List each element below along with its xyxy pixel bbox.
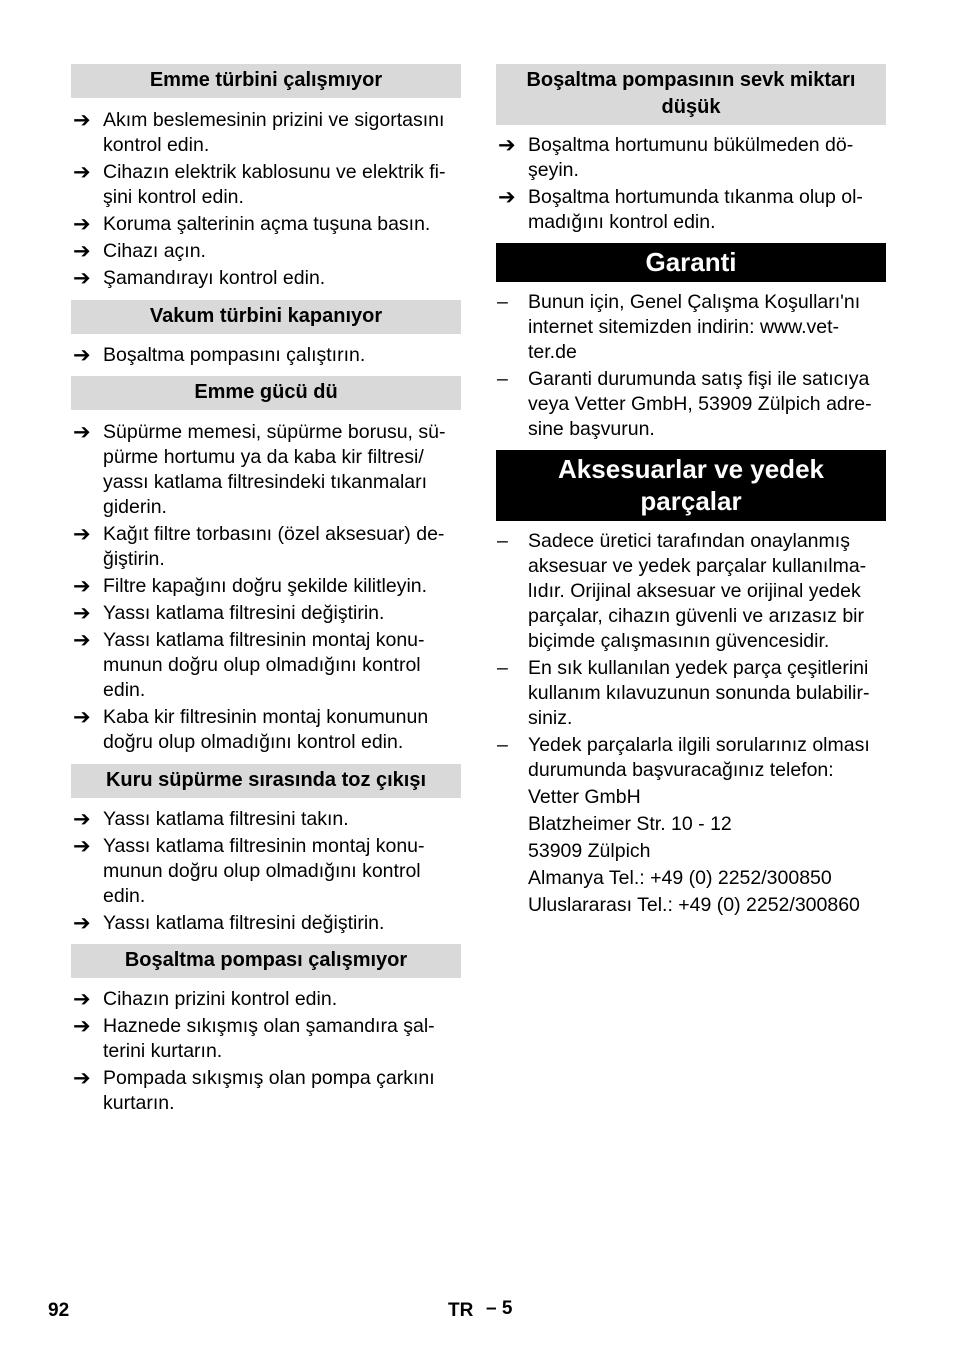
list-item: ➔ Filtre kapağını doğru şekilde kilitleyin. [73, 575, 428, 598]
arrow-icon: ➔ [73, 213, 91, 236]
instruction-list [71, 807, 461, 936]
dash-icon: – [497, 734, 508, 756]
list-item: – En sık kullanılan yedek parça çeşitlerini kullanım kılavuzunun sonunda bulabilir-siniz. [497, 657, 870, 729]
list-item: – Yedek parçalarla ilgili sorularınız olması durumunda başvuracağınız telefon: [497, 734, 870, 781]
arrow-icon: ➔ [73, 1067, 91, 1090]
arrow-icon: ➔ [73, 629, 91, 652]
address-line: Uluslararası Tel.: +49 (0) 2252/300860 [528, 894, 860, 916]
list-item: – Sadece üretici tarafından onaylanmış aksesuar ve yedek parçalar kullanılma-lıdır. Orijinal aksesuar ve orijinal yedek parçalar, cihazın güvenli ve arızasız bir biçimde çalışmasının güvencesidir. [497, 530, 867, 652]
section-heading: Emme gücü dü [71, 376, 461, 410]
list-item: ➔ Şamandırayı kontrol edin. [73, 267, 326, 290]
section-page-number: – 5 [486, 1298, 513, 1319]
arrow-icon: ➔ [73, 523, 91, 546]
list-item: ➔ Boşaltma hortumunu bükülmeden dö-şeyin. [498, 134, 854, 181]
arrow-icon: ➔ [73, 575, 91, 598]
address-line: Almanya Tel.: +49 (0) 2252/300850 [528, 867, 832, 889]
dash-icon: – [497, 368, 508, 390]
address-line: Vetter GmbH [528, 786, 641, 808]
arrow-icon: ➔ [73, 161, 91, 184]
arrow-icon: ➔ [498, 134, 516, 157]
arrow-icon: ➔ [73, 240, 91, 263]
arrow-icon: ➔ [73, 267, 91, 290]
list-item: ➔ Cihazın prizini kontrol edin. [73, 988, 338, 1011]
contact-address [496, 785, 886, 918]
arrow-icon: ➔ [73, 912, 91, 935]
instruction-list [71, 987, 461, 1116]
arrow-icon: ➔ [73, 1015, 91, 1038]
address-line: Blatzheimer Str. 10 - 12 [528, 813, 732, 835]
list-item: – Bunun için, Genel Çalışma Koşulları'nı internet sitemizden indirin: www.vet-ter.de [497, 291, 861, 363]
arrow-icon: ➔ [73, 808, 91, 831]
instruction-list [71, 108, 461, 291]
instruction-list [71, 420, 461, 755]
section-heading: Boşaltma pompasının sevk miktarı düşük [496, 64, 886, 125]
section-heading: Kuru süpürme sırasında toz çıkışı [71, 764, 461, 798]
list-item: ➔ Haznede sıkışmış olan şamandıra şal-terini kurtarın. [73, 1015, 435, 1062]
page-number: 92 [48, 1300, 70, 1321]
language-code: TR [448, 1300, 474, 1321]
list-item: ➔ Akım beslemesinin prizini ve sigortasını kontrol edin. [73, 109, 445, 156]
instruction-list [71, 343, 461, 368]
list-item: ➔ Süpürme memesi, süpürme borusu, sü-pürme hortumu ya da kaba kir filtresi/ yassı katlama filtresindeki tıkanmaları giderin. [73, 421, 446, 518]
list-item: ➔ Yassı katlama filtresini değiştirin. [73, 912, 385, 935]
section-heading: Vakum türbini kapanıyor [71, 300, 461, 334]
section-heading: Boşaltma pompası çalışmıyor [71, 944, 461, 978]
arrow-icon: ➔ [73, 109, 91, 132]
list-item: ➔ Yassı katlama filtresini değiştirin. [73, 602, 385, 625]
arrow-icon: ➔ [73, 706, 91, 729]
list-item: ➔ Boşaltma pompasını çalıştırın. [73, 344, 366, 367]
arrow-icon: ➔ [73, 421, 91, 444]
arrow-icon: ➔ [73, 988, 91, 1011]
arrow-icon: ➔ [73, 344, 91, 367]
left-column [71, 64, 461, 1116]
arrow-icon: ➔ [73, 602, 91, 625]
dash-list [496, 290, 886, 442]
dash-icon: – [497, 657, 508, 679]
list-item: ➔ Kağıt filtre torbasını (özel aksesuar) de-ğiştirin. [73, 523, 445, 570]
list-item: ➔ Yassı katlama filtresinin montaj konu-munun doğru olup olmadığını kontrol edin. [73, 835, 425, 907]
list-item: ➔ Cihazı açın. [73, 240, 206, 263]
address-line: 53909 Zülpich [528, 840, 651, 862]
list-item: – Garanti durumunda satış fişi ile satıcıya veya Vetter GmbH, 53909 Zülpich adre-sine başvurun. [497, 368, 872, 440]
list-item: ➔ Pompada sıkışmış olan pompa çarkını kurtarın. [73, 1067, 435, 1114]
garanti-heading: Garanti [496, 243, 886, 282]
dash-icon: – [497, 291, 508, 313]
arrow-icon: ➔ [73, 835, 91, 858]
dash-icon: – [497, 530, 508, 552]
list-item: ➔ Yassı katlama filtresini takın. [73, 808, 349, 831]
right-column [496, 64, 886, 918]
list-item: ➔ Koruma şalterinin açma tuşuna basın. [73, 213, 431, 236]
list-item: ➔ Kaba kir filtresinin montaj konumunun doğru olup olmadığını kontrol edin. [73, 706, 429, 753]
instruction-list [496, 133, 886, 235]
list-item: ➔ Boşaltma hortumunda tıkanma olup ol-madığını kontrol edin. [498, 186, 863, 233]
arrow-icon: ➔ [498, 186, 516, 209]
aksesuar-heading: Aksesuarlar ve yedek parçalar [496, 450, 886, 521]
list-item: ➔ Yassı katlama filtresinin montaj konu-munun doğru olup olmadığını kontrol edin. [73, 629, 425, 701]
section-heading: Emme türbini çalışmıyor [71, 64, 461, 98]
dash-list [496, 529, 886, 783]
list-item: ➔ Cihazın elektrik kablosunu ve elektrik fi-şini kontrol edin. [73, 161, 446, 208]
